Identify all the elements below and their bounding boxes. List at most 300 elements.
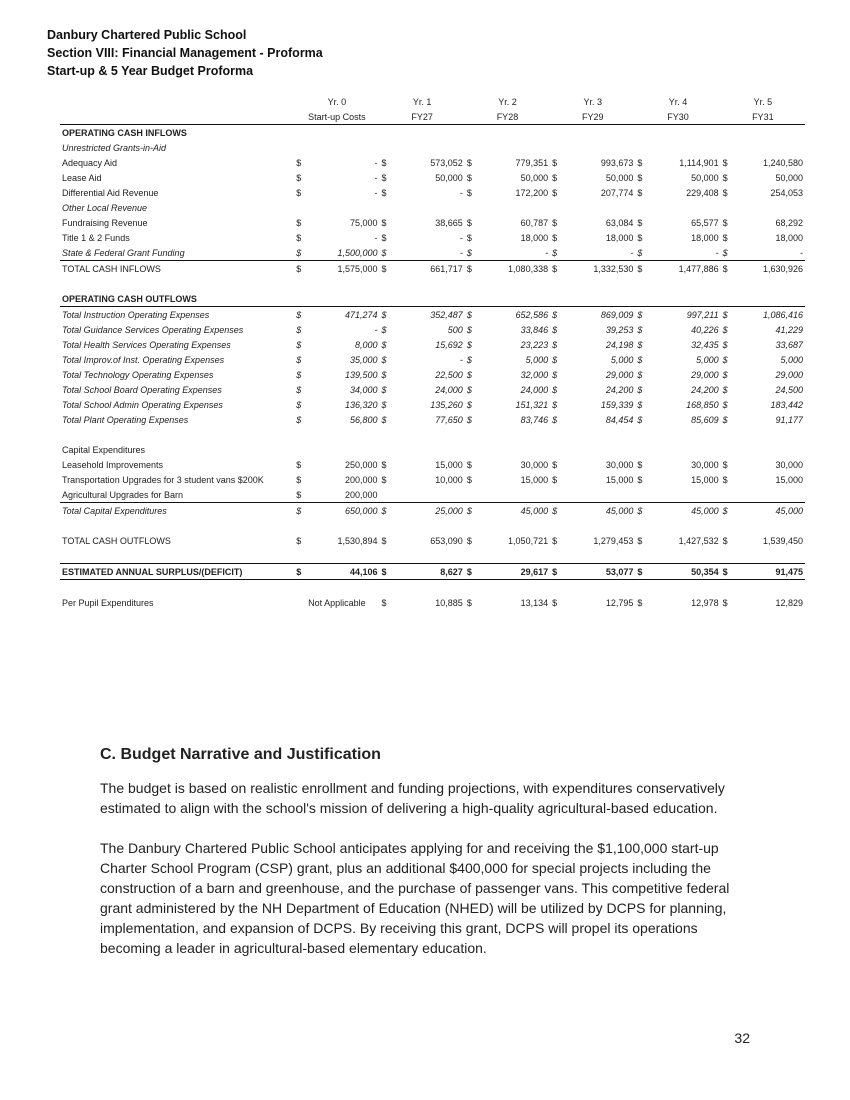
cell-currency: $ — [550, 503, 571, 519]
cell-currency: $ — [552, 597, 558, 608]
cell-currency: $ — [552, 309, 558, 320]
cell-currency: $ — [466, 232, 472, 243]
cell-currency: $ — [381, 414, 387, 425]
cell-currency: $ — [722, 597, 728, 608]
cell-currency: $ — [466, 324, 472, 335]
cell-value: 5,000 — [610, 354, 634, 365]
cell-currency: $ — [466, 535, 472, 546]
col-year-5: Yr. 5 — [753, 96, 773, 107]
cell-currency: $ — [552, 157, 558, 168]
cell-value: 18,000 — [520, 232, 549, 243]
cell-value — [571, 140, 636, 155]
cell-currency — [294, 125, 315, 141]
cell-value: 1,539,450 — [762, 535, 803, 546]
cell-value: 15,692 — [435, 339, 463, 350]
cell-value: 993,673 — [600, 157, 634, 168]
cell-value: - — [459, 232, 463, 243]
cell-value: 779,351 — [515, 157, 549, 168]
cell-value: 200,000 — [344, 474, 378, 485]
cell-currency: $ — [722, 384, 728, 395]
cell-value: 159,339 — [600, 399, 634, 410]
cell-currency: $ — [552, 369, 558, 380]
cell-value: 18,000 — [775, 232, 803, 243]
cell-value: - — [715, 247, 719, 258]
cell-currency — [550, 442, 571, 457]
cell-currency — [550, 487, 571, 503]
table-row — [60, 230, 805, 245]
cell-currency: $ — [294, 564, 315, 580]
cell-currency — [635, 580, 656, 596]
row-label: Adequacy Aid — [62, 157, 118, 168]
cell-currency: $ — [552, 339, 558, 350]
cell-currency: $ — [637, 157, 643, 168]
cell-value: 32,000 — [520, 369, 549, 380]
cell-value: - — [800, 247, 803, 258]
table-row — [60, 518, 805, 533]
cell-currency — [721, 580, 742, 596]
cell-value: 30,000 — [520, 459, 549, 470]
cell-value — [400, 140, 465, 155]
cell-currency: $ — [466, 369, 472, 380]
cell-currency: $ — [296, 459, 302, 470]
row-label: OPERATING CASH INFLOWS — [62, 127, 187, 138]
cell-currency: $ — [381, 474, 387, 485]
cell-currency: $ — [722, 187, 728, 198]
cell-currency — [465, 276, 486, 291]
cell-value: 1,500,000 — [337, 247, 378, 258]
cell-currency — [550, 125, 571, 141]
cell-value: 12,978 — [691, 597, 719, 608]
row-label: Leasehold Improvements — [62, 459, 164, 470]
cell-currency: $ — [296, 309, 302, 320]
cell-currency: $ — [722, 309, 728, 320]
cell-currency: $ — [381, 157, 387, 168]
cell-value: 83,746 — [520, 414, 549, 425]
cell-value: - — [374, 324, 378, 335]
cell-currency: $ — [637, 247, 643, 258]
cell-currency: $ — [466, 187, 472, 198]
cell-value: 254,053 — [770, 187, 803, 198]
cell-currency — [721, 276, 742, 291]
cell-currency: $ — [722, 414, 728, 425]
cell-value: 650,000 — [315, 503, 380, 519]
cell-currency: $ — [296, 354, 302, 365]
row-label: TOTAL CASH OUTFLOWS — [62, 535, 171, 546]
col-sub-4: FY30 — [635, 109, 720, 125]
cell-value — [485, 442, 550, 457]
row-label: Total School Admin Operating Expenses — [62, 399, 223, 410]
cell-value — [315, 442, 380, 457]
row-label — [60, 427, 294, 442]
cell-currency: $ — [552, 474, 558, 485]
cell-value: 50,000 — [605, 172, 634, 183]
table-row — [60, 215, 805, 230]
cell-currency — [635, 427, 656, 442]
row-label: Total Capital Expenditures — [60, 503, 294, 519]
cell-value — [741, 580, 805, 596]
cell-currency — [550, 276, 571, 291]
cell-value: 8,000 — [355, 339, 378, 350]
cell-value: 229,408 — [686, 187, 719, 198]
cell-value — [400, 580, 465, 596]
cell-value: 183,442 — [770, 399, 803, 410]
cell-currency: $ — [381, 217, 387, 228]
cell-value: 1,279,453 — [593, 535, 634, 546]
row-label: Other Local Revenue — [62, 202, 148, 213]
cell-currency — [294, 442, 315, 457]
cell-currency — [380, 140, 401, 155]
cell-currency — [721, 200, 742, 215]
row-label: Total School Board Operating Expenses — [62, 384, 222, 395]
cell-currency: $ — [294, 503, 315, 519]
section-title: Section VIII: Financial Management - Proforma — [47, 46, 323, 60]
cell-currency: $ — [635, 261, 656, 277]
cell-value: 151,321 — [515, 399, 549, 410]
table-row — [60, 595, 805, 610]
cell-currency — [721, 487, 742, 503]
cell-currency: $ — [381, 339, 387, 350]
table-row — [60, 487, 805, 503]
cell-currency: $ — [637, 369, 643, 380]
cell-currency — [465, 580, 486, 596]
cell-currency — [465, 518, 486, 533]
cell-value: 40,226 — [691, 324, 719, 335]
cell-currency: $ — [722, 354, 728, 365]
cell-currency: $ — [296, 414, 302, 425]
budget-table-wrapper — [60, 94, 805, 610]
cell-currency: $ — [466, 247, 472, 258]
cell-currency: $ — [381, 535, 387, 546]
cell-value: 45,000 — [571, 503, 636, 519]
cell-value: 136,320 — [344, 399, 378, 410]
cell-value — [656, 487, 721, 503]
cell-value — [741, 200, 805, 215]
cell-value — [485, 140, 550, 155]
cell-currency: $ — [550, 261, 571, 277]
cell-value: 15,000 — [520, 474, 549, 485]
cell-value: 10,000 — [435, 474, 463, 485]
cell-currency: $ — [381, 247, 387, 258]
cell-currency: $ — [637, 309, 643, 320]
cell-value: - — [545, 247, 549, 258]
page-number: 32 — [734, 1030, 750, 1046]
cell-currency — [380, 487, 401, 503]
cell-currency: $ — [552, 384, 558, 395]
cell-value — [400, 200, 465, 215]
cell-value: 250,000 — [344, 459, 378, 470]
narrative-paragraph-1: The budget is based on realistic enrollment and funding projections, with expenditures conservatively estimated to align with the school's mission of delivering a high-quality agricultural-based education. — [100, 780, 725, 816]
cell-currency: $ — [637, 217, 643, 228]
cell-value — [741, 140, 805, 155]
col-year-1: Yr. 1 — [412, 96, 432, 107]
cell-currency: $ — [552, 172, 558, 183]
table-row — [60, 337, 805, 352]
cell-value — [485, 427, 550, 442]
cell-currency: $ — [466, 172, 472, 183]
table-row — [60, 548, 805, 564]
row-label: Capital Expenditures — [62, 444, 146, 455]
cell-currency: $ — [381, 324, 387, 335]
cell-currency: $ — [722, 535, 728, 546]
table-row — [60, 367, 805, 382]
cell-value: 8,627 — [400, 564, 465, 580]
cell-value — [656, 427, 721, 442]
school-name: Danbury Chartered Public School — [47, 28, 247, 42]
cell-currency — [721, 427, 742, 442]
cell-currency — [465, 548, 486, 564]
cell-currency — [635, 200, 656, 215]
table-row — [60, 155, 805, 170]
cell-currency: $ — [637, 597, 643, 608]
cell-currency: $ — [637, 172, 643, 183]
cell-currency: $ — [381, 172, 387, 183]
table-row — [60, 580, 805, 596]
cell-value — [315, 580, 380, 596]
cell-value: 30,000 — [691, 459, 719, 470]
table-row — [60, 261, 805, 277]
cell-currency: $ — [552, 414, 558, 425]
cell-value — [485, 580, 550, 596]
cell-value: 33,687 — [775, 339, 803, 350]
cell-value: 44,106 — [315, 564, 380, 580]
cell-value: 5,000 — [780, 354, 803, 365]
cell-value — [571, 548, 636, 564]
cell-currency — [380, 442, 401, 457]
cell-currency: $ — [296, 384, 302, 395]
cell-value — [656, 276, 721, 291]
row-label — [60, 580, 294, 596]
col-year-0: Yr. 0 — [327, 96, 347, 107]
table-row — [60, 185, 805, 200]
cell-value: 24,200 — [691, 384, 719, 395]
cell-currency: $ — [380, 564, 401, 580]
cell-currency: $ — [552, 459, 558, 470]
cell-value: 13,134 — [520, 597, 549, 608]
cell-currency — [635, 442, 656, 457]
cell-value — [571, 580, 636, 596]
cell-currency: $ — [466, 597, 472, 608]
cell-currency: $ — [722, 217, 728, 228]
cell-value: 24,000 — [435, 384, 463, 395]
cell-value: 1,477,886 — [656, 261, 721, 277]
cell-value: 135,260 — [430, 399, 463, 410]
cell-currency: $ — [635, 564, 656, 580]
cell-value: 1,080,338 — [485, 261, 550, 277]
cell-value — [485, 291, 550, 307]
cell-value: 139,500 — [344, 369, 378, 380]
cell-value: 75,000 — [350, 217, 378, 228]
cell-currency — [465, 200, 486, 215]
cell-currency — [721, 548, 742, 564]
table-row — [60, 200, 805, 215]
row-label: Title 1 & 2 Funds — [62, 232, 130, 243]
row-label: Total Technology Operating Expenses — [62, 369, 214, 380]
cell-currency: $ — [552, 324, 558, 335]
cell-currency — [550, 291, 571, 307]
cell-value: 50,000 — [435, 172, 463, 183]
cell-value — [571, 487, 636, 503]
budget-body — [60, 125, 805, 611]
cell-currency: $ — [637, 474, 643, 485]
cell-value: 15,000 — [775, 474, 803, 485]
table-row — [60, 170, 805, 185]
cell-value: 869,009 — [600, 309, 634, 320]
cell-value — [400, 548, 465, 564]
row-label: Fundraising Revenue — [62, 217, 148, 228]
cell-value — [571, 291, 636, 307]
row-label: Total Guidance Services Operating Expenses — [62, 324, 244, 335]
narrative-paragraph-2: The Danbury Chartered Public School anticipates applying for and receiving the $1,100,000 start-up Charter School Program (CSP) grant, plus an additional $400,000 for special projects including the construction of a barn and greenhouse, and the purchase of passenger vans. This competitive federal grant administered by the NH Department of Education (NHED) will be utilized by DCPS for planning, implementation, and expansion of DCPS. By receiving this grant, DCPS will propel its operations becoming a leader in agricultural-based elementary education. — [100, 840, 730, 956]
col-sub-2: FY28 — [465, 109, 550, 125]
cell-value — [485, 487, 550, 503]
cell-value: - — [459, 354, 463, 365]
cell-value: 24,200 — [605, 384, 634, 395]
cell-value: 50,000 — [520, 172, 549, 183]
cell-currency — [550, 140, 571, 155]
cell-value: 1,050,721 — [508, 535, 549, 546]
cell-currency — [380, 291, 401, 307]
document-header — [47, 26, 323, 80]
cell-value — [571, 427, 636, 442]
cell-currency: $ — [552, 535, 558, 546]
cell-currency — [550, 580, 571, 596]
cell-value: 15,000 — [435, 459, 463, 470]
cell-value: 24,500 — [775, 384, 803, 395]
cell-value — [315, 427, 380, 442]
cell-currency: $ — [721, 503, 742, 519]
table-row — [60, 382, 805, 397]
cell-value: 56,800 — [350, 414, 378, 425]
col-year-4: Yr. 4 — [668, 96, 688, 107]
cell-value — [315, 291, 380, 307]
cell-currency — [294, 140, 315, 155]
row-label: OPERATING CASH OUTFLOWS — [60, 291, 294, 307]
table-row — [60, 352, 805, 367]
cell-value: 5,000 — [525, 354, 549, 365]
cell-value: 24,198 — [605, 339, 634, 350]
cell-value — [741, 487, 805, 503]
cell-currency — [294, 276, 315, 291]
cell-value: 63,084 — [605, 217, 634, 228]
cell-currency: $ — [466, 354, 472, 365]
cell-value — [656, 442, 721, 457]
cell-currency — [465, 291, 486, 307]
cell-value: 1,575,000 — [315, 261, 380, 277]
cell-value: 1,630,926 — [741, 261, 805, 277]
row-label — [60, 518, 294, 533]
cell-value: 22,500 — [435, 369, 463, 380]
cell-currency — [380, 427, 401, 442]
cell-currency: $ — [296, 399, 302, 410]
cell-currency: $ — [381, 309, 387, 320]
cell-value — [741, 125, 805, 141]
cell-currency: $ — [466, 217, 472, 228]
cell-currency: $ — [465, 261, 486, 277]
cell-currency: $ — [296, 157, 302, 168]
cell-value: 661,717 — [400, 261, 465, 277]
row-label: Total Improv.of Inst. Operating Expenses — [62, 354, 225, 365]
cell-value — [741, 291, 805, 307]
cell-value: 10,885 — [435, 597, 463, 608]
cell-value: 50,000 — [775, 172, 803, 183]
cell-value: 200,000 — [315, 487, 380, 503]
narrative-heading: C. Budget Narrative and Justification — [100, 746, 381, 763]
table-row — [60, 276, 805, 291]
cell-value: 1,086,416 — [762, 309, 803, 320]
row-label: Per Pupil Expenditures — [62, 597, 154, 608]
cell-value: 77,650 — [435, 414, 463, 425]
cell-currency: $ — [721, 261, 742, 277]
cell-currency: $ — [381, 369, 387, 380]
row-label: Transportation Upgrades for 3 student vans $200K — [62, 474, 264, 485]
cell-value: 1,332,530 — [571, 261, 636, 277]
cell-currency — [550, 518, 571, 533]
cell-value — [571, 125, 636, 141]
row-label: TOTAL CASH INFLOWS — [60, 261, 294, 277]
cell-value: 35,000 — [350, 354, 378, 365]
cell-currency: $ — [296, 474, 302, 485]
table-row — [60, 125, 805, 141]
cell-value: 85,609 — [691, 414, 719, 425]
cell-value: 15,000 — [691, 474, 719, 485]
cell-value — [315, 200, 380, 215]
cell-currency: $ — [722, 474, 728, 485]
cell-currency: $ — [296, 217, 302, 228]
row-label: Unrestricted Grants-in-Aid — [62, 142, 167, 153]
cell-currency — [294, 200, 315, 215]
cell-currency: $ — [381, 459, 387, 470]
cell-currency: $ — [296, 247, 302, 258]
cell-value — [741, 548, 805, 564]
cell-currency — [380, 518, 401, 533]
cell-currency: $ — [552, 399, 558, 410]
cell-currency — [635, 548, 656, 564]
cell-currency: $ — [294, 261, 315, 277]
cell-value — [400, 442, 465, 457]
cell-currency: $ — [722, 232, 728, 243]
table-row — [60, 322, 805, 337]
cell-currency: $ — [381, 232, 387, 243]
cell-value: 45,000 — [656, 503, 721, 519]
cell-value: 1,114,901 — [679, 157, 719, 168]
cell-currency: $ — [722, 369, 728, 380]
cell-currency: $ — [381, 399, 387, 410]
cell-currency: $ — [722, 324, 728, 335]
cell-currency: $ — [465, 503, 486, 519]
cell-currency: $ — [296, 535, 302, 546]
cell-currency: $ — [552, 232, 558, 243]
cell-value: - — [459, 247, 463, 258]
cell-currency: $ — [296, 172, 302, 183]
cell-value: 29,617 — [485, 564, 550, 580]
cell-currency — [465, 442, 486, 457]
cell-value — [400, 487, 465, 503]
table-row — [60, 564, 805, 580]
cell-value — [656, 580, 721, 596]
cell-currency: $ — [637, 384, 643, 395]
cell-value: 39,253 — [605, 324, 634, 335]
row-label: Total Instruction Operating Expenses — [62, 309, 210, 320]
cell-currency — [380, 200, 401, 215]
cell-currency — [294, 580, 315, 596]
cell-value — [315, 548, 380, 564]
row-label: Lease Aid — [62, 172, 102, 183]
cell-currency: $ — [637, 535, 643, 546]
cell-value: 12,795 — [605, 597, 634, 608]
cell-currency — [294, 291, 315, 307]
cell-value: 500 — [447, 324, 463, 335]
cell-value: 30,000 — [775, 459, 803, 470]
